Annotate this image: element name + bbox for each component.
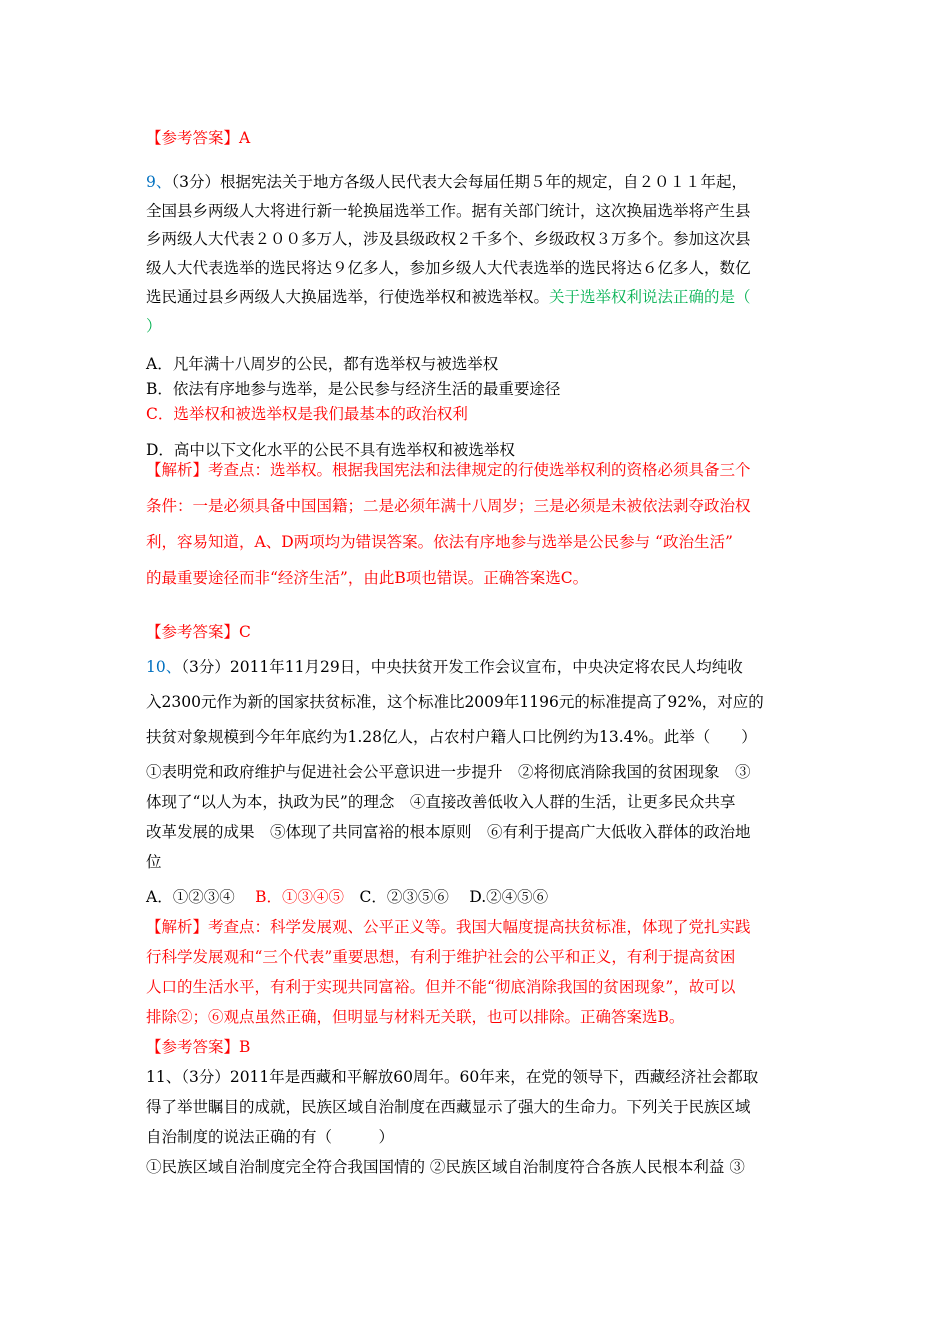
text-segment: 10、 — [146, 658, 182, 676]
text-line — [146, 887, 548, 907]
text-segment: 【参考答案】A — [146, 129, 251, 147]
text-line — [146, 947, 735, 967]
text-line — [146, 917, 751, 937]
text-line — [146, 258, 751, 278]
text-segment: （3分）2011年11月29日，中央扶贫开发工作会议宣布，中央决定将农民人均纯收 — [181, 658, 743, 676]
text-segment: ） — [146, 317, 162, 335]
text-segment: 【解析】考查点：科学发展观、公平正义等。我国大幅度提高扶贫标准，体现了党扎实践 — [146, 918, 751, 936]
text-line — [146, 354, 498, 374]
text-line — [146, 440, 515, 460]
text-segment: C．②③⑤⑥ D.②④⑤⑥ — [344, 888, 549, 906]
text-segment: 【参考答案】B — [146, 1038, 251, 1056]
text-segment: ①表明党和政府维护与促进社会公平意识进一步提升 ②将彻底消除我国的贫困现象 ③ — [146, 763, 751, 781]
text-segment: 人口的生活水平，有利于实现共同富裕。但并不能“彻底消除我国的贫困现象”，故可以 — [146, 978, 736, 996]
text-line — [146, 229, 751, 249]
text-segment: B．依法有序地参与选举，是公民参与经济生活的最重要途径 — [146, 380, 561, 398]
text-segment: 11、（3分）2011年是西藏和平解放60周年。60年来，在党的领导下，西藏经济社会都取 — [146, 1068, 759, 1086]
text-line — [146, 1067, 758, 1087]
text-line — [146, 977, 735, 997]
text-segment: 利，容易知道，A、D两项均为错误答案。依法有序地参与选举是公民参与 “政治生活” — [146, 533, 733, 551]
text-segment: 排除②；⑥观点虽然正确，但明显与材料无关联，也可以排除。正确答案选B。 — [146, 1008, 685, 1026]
text-segment: 条件：一是必须具备中国国籍；二是必须年满十八周岁；三是必须是未被依法剥夺政治权 — [146, 497, 751, 515]
text-line — [146, 128, 250, 148]
text-segment: ①民族区域自治制度完全符合我国国情的 ②民族区域自治制度符合各族人民根本利益 ③ — [146, 1158, 745, 1176]
text-segment: 【解析】考查点：选举权。根据我国宪法和法律规定的行使选举权利的资格必须具备三个 — [146, 461, 751, 479]
text-segment: 乡两级人大代表２００多万人，涉及县级政权２千多个、乡级政权３万多个。参加这次县 — [146, 230, 751, 248]
text-segment: 关于选举权利说法正确的是（ — [549, 288, 751, 306]
text-segment: A．①②③④ — [146, 888, 256, 906]
text-segment: 9、 — [146, 173, 172, 191]
text-segment: B．①③④⑤ — [255, 888, 345, 906]
text-segment: 的最重要途径而非“经济生活”，由此B项也错误。正确答案选C。 — [146, 569, 589, 587]
text-line — [146, 379, 560, 399]
text-segment: 选民通过县乡两级人大换届选举，行使选举权和被选举权。 — [146, 288, 550, 306]
text-line — [146, 762, 751, 782]
text-line — [146, 1097, 751, 1117]
text-line — [146, 568, 588, 588]
text-line — [146, 692, 764, 712]
text-segment: D．高中以下文化水平的公民不具有选举权和被选举权 — [146, 441, 515, 459]
text-segment: 得了举世瞩目的成就，民族区域自治制度在西藏显示了强大的生命力。下列关于民族区域 — [146, 1098, 751, 1116]
text-segment: （3分）根据宪法关于地方各级人民代表大会每届任期５年的规定，自２０１１年起， — [171, 173, 747, 191]
text-segment: 位 — [146, 853, 162, 871]
text-segment: 体现了“以人为本，执政为民”的理念 ④直接改善低收入人群的生活，让更多民众共享 — [146, 793, 736, 811]
text-line — [146, 792, 735, 812]
text-line — [146, 657, 743, 677]
text-line — [146, 532, 733, 552]
text-segment: 全国县乡两级人大将进行新一轮换届选举工作。据有关部门统计，这次换届选举将产生县 — [146, 202, 751, 220]
text-line — [146, 172, 747, 192]
text-line — [146, 460, 751, 480]
text-segment: A．凡年满十八周岁的公民，都有选举权与被选举权 — [146, 355, 499, 373]
text-segment: 行科学发展观和“三个代表”重要思想，有利于维护社会的公平和正义，有利于提高贫困 — [146, 948, 736, 966]
text-segment: 扶贫对象规模到今年年底约为1.28亿人，占农村户籍人口比例约为13.4%。此举（ ） — [146, 728, 757, 746]
text-line — [146, 622, 251, 642]
text-line — [146, 287, 751, 307]
text-segment: 级人大代表选举的选民将达９亿多人，参加乡级人大代表选举的选民将达６亿多人，数亿 — [146, 259, 751, 277]
text-line — [146, 727, 757, 747]
text-line — [146, 1127, 394, 1147]
text-line — [146, 316, 162, 336]
text-segment: 【参考答案】C — [146, 623, 251, 641]
text-line — [146, 852, 162, 872]
text-line — [146, 201, 751, 221]
text-segment: 入2300元作为新的国家扶贫标准，这个标准比2009年1196元的标准提高了92%，对应的 — [146, 693, 764, 711]
text-segment: 改革发展的成果 ⑤体现了共同富裕的根本原则 ⑥有利于提高广大低收入群体的政治地 — [146, 823, 751, 841]
text-line — [146, 822, 751, 842]
text-line — [146, 404, 468, 424]
text-segment: C．选举权和被选举权是我们最基本的政治权利 — [146, 405, 468, 423]
text-line — [146, 496, 751, 516]
text-line — [146, 1007, 684, 1027]
text-line — [146, 1157, 745, 1177]
text-line — [146, 1037, 250, 1057]
text-segment: 自治制度的说法正确的有（ ） — [146, 1128, 395, 1146]
